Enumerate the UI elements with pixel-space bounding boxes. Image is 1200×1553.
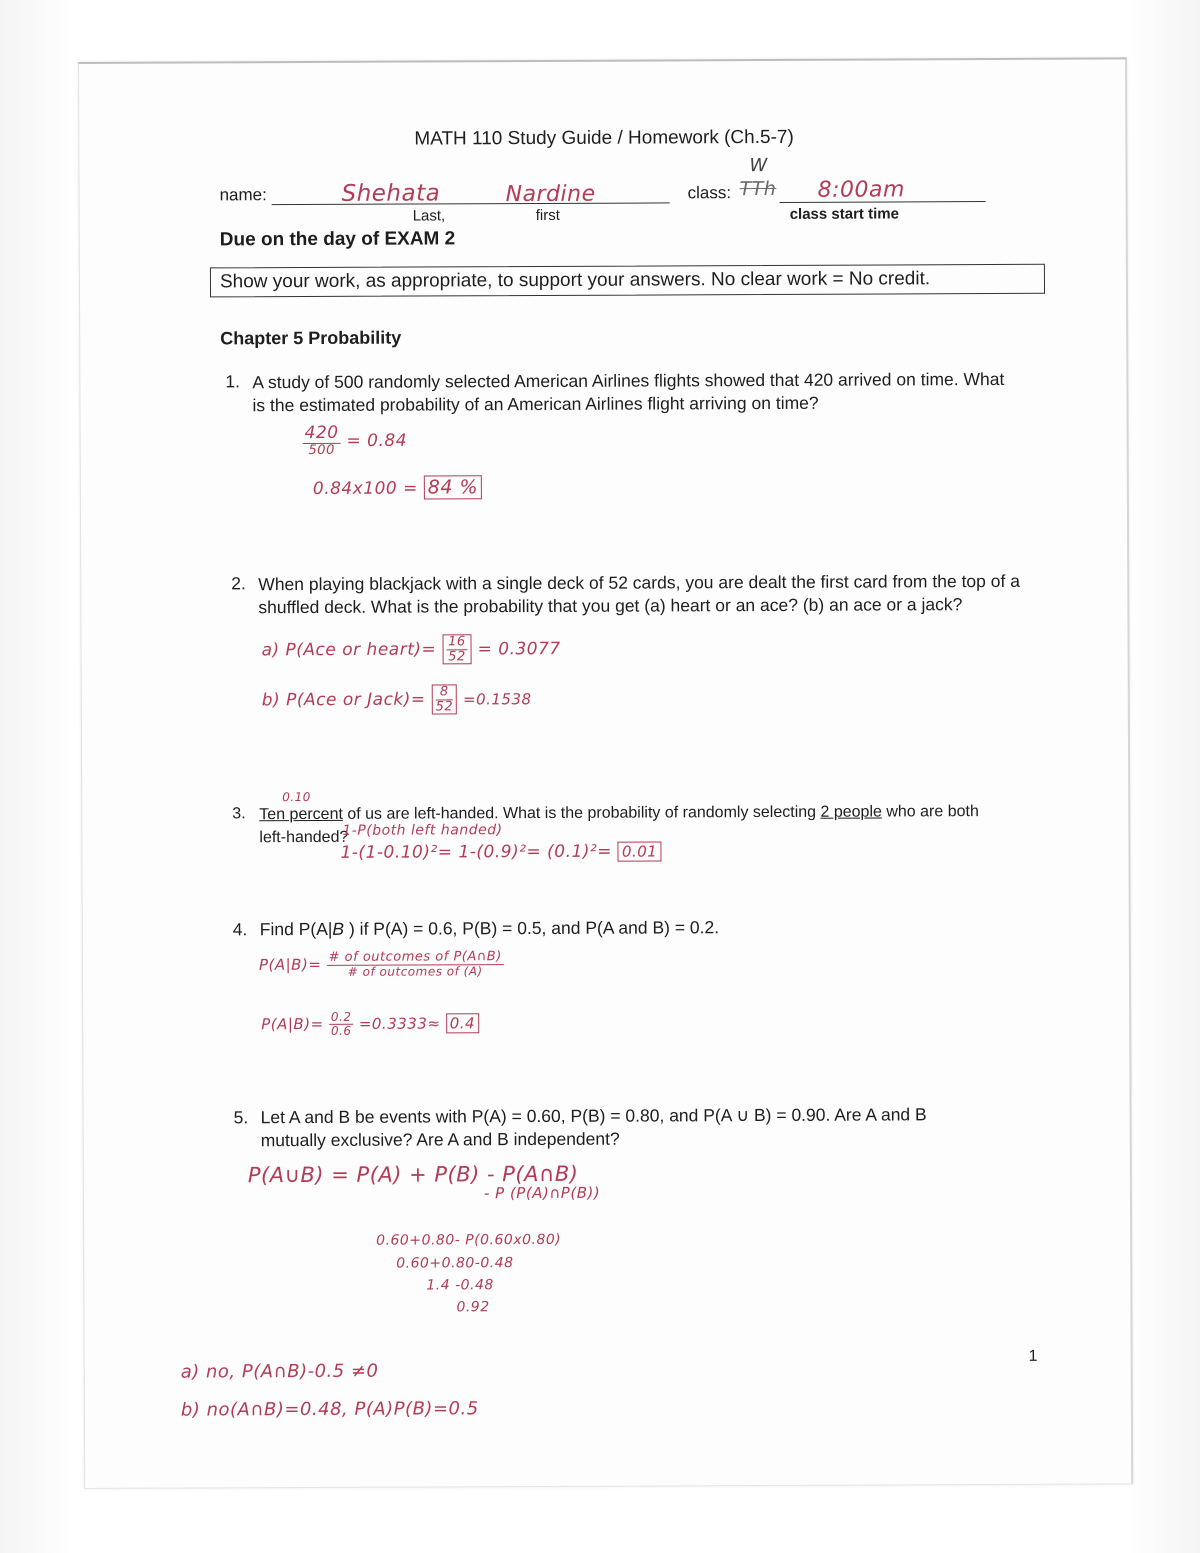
question-2-number: 2.	[231, 573, 246, 594]
page-number: 1	[1028, 1347, 1038, 1365]
question-5-step-4: 0.92	[456, 1299, 490, 1316]
question-5-step-1: 0.60+0.80- P(0.60x0.80)	[376, 1231, 562, 1249]
question-5-number: 5.	[233, 1107, 249, 1128]
question-5-formula: P(A∪B) = P(A) + P(B) - P(A∩B)	[247, 1161, 579, 1188]
question-3-annotation: 0.10	[282, 789, 311, 805]
question-3-number: 3.	[232, 805, 246, 823]
worksheet-title: MATH 110 Study Guide / Homework (Ch.5-7)	[414, 126, 794, 150]
question-2-work-b: b) P(Ace or Jack)= $\frac{8}{52}$ =0.1538	[261, 684, 532, 715]
name-underline	[272, 202, 670, 205]
question-1-text: A study of 500 randomly selected American Airlines flights showed that 420 arrived on time. What is the estimated probability of an American Airlines flight arriving on time?	[252, 368, 1005, 416]
name-label: name:	[219, 185, 267, 205]
first-caption: first	[535, 206, 560, 225]
question-2a-fraction-box: $\frac{16}{52}$	[442, 634, 472, 664]
question-3-answer-box: 0.01	[618, 841, 661, 861]
question-1-number: 1.	[225, 371, 241, 392]
last-caption: Last,	[412, 207, 446, 225]
question-3-text: Ten percent of us are left-handed. What is the probability of randomly selecting 2 people who are both left-handed?	[259, 803, 979, 847]
question-4-answer-box: 0.4	[446, 1013, 479, 1033]
handwritten-last-name: Shehata	[341, 180, 441, 207]
question-5-step-2: 0.60+0.80-0.48	[396, 1255, 514, 1272]
question-2-work-a: a) P(Ace or heart)= $\frac{16}{52}$ = 0.3077	[261, 634, 561, 665]
worksheet-sheet	[78, 57, 1133, 1489]
question-5-answer-a: a) no, P(A∩B)-0.5 ≠0	[180, 1360, 379, 1383]
question-3-work-line-2: 1-(1-0.10)²= 1-(0.9)²= (0.1)²= 0.01	[340, 841, 661, 862]
handwritten-class-day-correction: W	[749, 154, 768, 177]
question-5-formula-sub: - P (P(A)∩P(B))	[483, 1183, 601, 1203]
question-4-calculation: P(A|B)= $\frac{0.2}{0.6}$ =0.3333≈ 0.4	[261, 1010, 479, 1037]
question-4-definition-fraction: $\frac{\text{\# of outcomes of P(A∩B)}}{\text{\# of outcomes of (A)}}$	[327, 950, 504, 978]
handwritten-first-name: Nardine	[505, 181, 596, 208]
question-3-work-line-1: 1-P(both left handed)	[342, 822, 503, 839]
question-4-calc-fraction: $\frac{0.2}{0.6}$	[330, 1009, 352, 1038]
handwritten-class-time: 8:00am	[817, 177, 905, 203]
instructions-box: Show your work, as appropriate, to support your answers. No clear work = No credit.	[210, 264, 1045, 298]
question-2-text: When playing blackjack with a single deck of 52 cards, you are dealt the first card from the top of a shuffled deck. What is the probability that you get (a) heart or an ace? (b) an ace or a jack?	[258, 570, 1020, 618]
handwritten-class-day-crossed: TTh	[739, 177, 777, 201]
class-time-caption: class start time	[789, 205, 899, 223]
question-2b-fraction-box: $\frac{8}{52}$	[431, 684, 457, 714]
class-label: class:	[687, 183, 732, 203]
chapter-heading: Chapter 5 Probability	[220, 327, 402, 349]
due-date-heading: Due on the day of EXAM 2	[219, 228, 456, 251]
question-1-result: = 0.84	[346, 430, 408, 452]
question-1-work-line-2: 0.84x100 = 84 %	[313, 476, 482, 499]
question-5-text: Let A and B be events with P(A) = 0.60, P(B) = 0.80, and P(A ∪ B) = 0.90. Are A and B mutually exclusive? Are A and B independent?	[260, 1104, 927, 1151]
question-1-work-line-1	[303, 422, 408, 458]
question-1-answer-box: 84 %	[424, 475, 482, 499]
question-4-text: Find P(A|B ) if P(A) = 0.6, P(B) = 0.5, and P(A and B) = 0.2.	[259, 917, 720, 940]
question-4-definition: P(A|B)= $\frac{\text{\# of outcomes of P(A∩B)}}{\text{\# of outcomes of (A)}}$	[259, 950, 504, 978]
question-5-answer-b: b) no(A∩B)=0.48, P(A)P(B)=0.5	[180, 1398, 479, 1421]
question-1-fraction: $\frac{420}{500}$	[303, 425, 341, 458]
question-4-number: 4.	[232, 919, 248, 940]
question-5-step-3: 1.4 -0.48	[426, 1277, 494, 1294]
